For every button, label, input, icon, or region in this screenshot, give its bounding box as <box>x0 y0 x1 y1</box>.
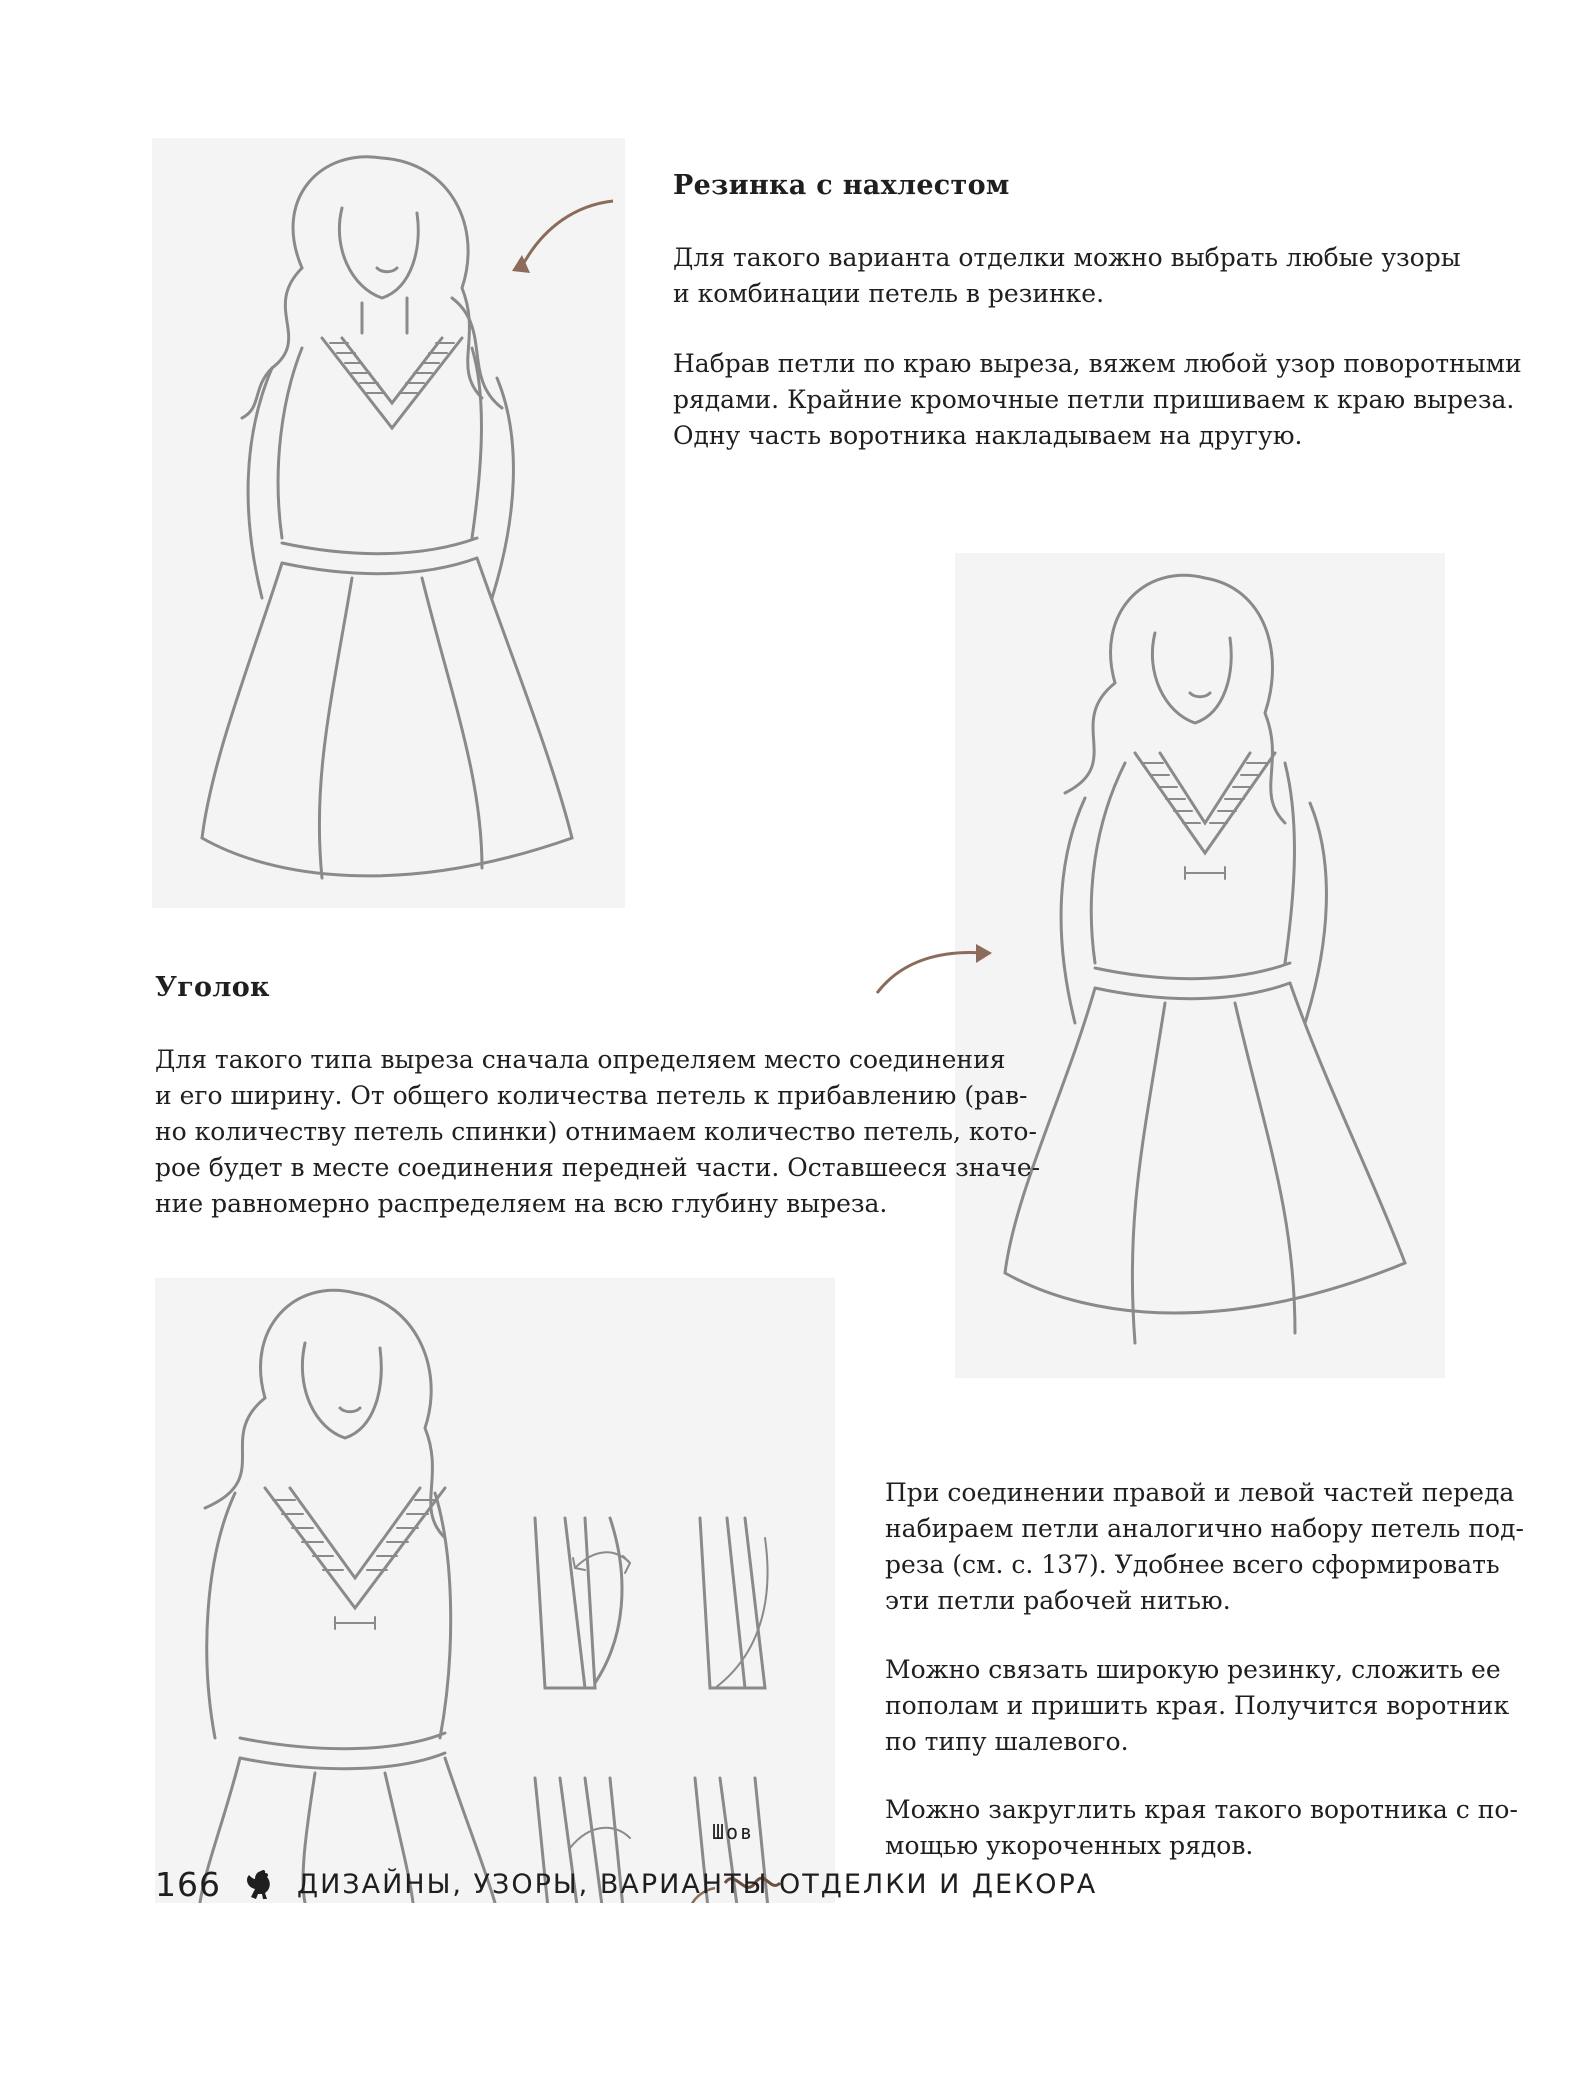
paragraph-corner-1 <box>155 1042 1040 1222</box>
pointer-arrow-2 <box>872 935 997 1000</box>
running-title: ДИЗАЙНЫ, УЗОРЫ, ВАРИАНТЫ ОТДЕЛКИ И ДЕКОРА <box>297 1869 1098 1900</box>
hen-icon <box>241 1867 277 1903</box>
text-line: рядами. Крайние кромочные петли пришиваем к краю выреза. <box>673 385 1515 414</box>
text-line: Для такого варианта отделки можно выбрать любые узоры <box>673 243 1461 272</box>
text-line: мощью укороченных рядов. <box>885 1831 1254 1860</box>
paragraph-joining-3 <box>885 1792 1518 1864</box>
text-line: ние равномерно распределяем на всю глубину выреза. <box>155 1189 888 1218</box>
page-number: 166 <box>155 1865 221 1904</box>
paragraph-joining-2 <box>885 1652 1509 1760</box>
text-line: Набрав петли по краю выреза, вяжем любой узор поворотными <box>673 349 1522 378</box>
illustration-joining-diagram <box>155 1278 835 1903</box>
paragraph-joining-1 <box>885 1475 1524 1619</box>
text-line: пополам и пришить края. Получится воротник <box>885 1691 1510 1720</box>
seam-caption: Шов <box>712 1820 755 1844</box>
text-line: рое будет в месте соединения передней части. Оставшееся значе- <box>155 1153 1041 1182</box>
pointer-arrow-1 <box>508 195 618 280</box>
heading-overlap-rib: Резинка с нахлестом <box>673 170 1010 201</box>
text-line: При соединении правой и левой частей переда <box>885 1478 1515 1507</box>
text-line: но количеству петель спинки) отнимаем количество петель, кото- <box>155 1117 1037 1146</box>
paragraph-overlap-1 <box>673 240 1461 312</box>
text-line: и его ширину. От общего количества петель к прибавлению (рав- <box>155 1081 1028 1110</box>
text-line: Можно связать широкую резинку, сложить ее <box>885 1655 1501 1684</box>
text-line: и комбинации петель в резинке. <box>673 279 1105 308</box>
heading-corner: Уголок <box>155 972 270 1003</box>
dress-sketch-3 <box>155 1278 835 1903</box>
text-line: реза (см. с. 137). Удобнее всего сформировать <box>885 1550 1500 1579</box>
text-line: Для такого типа выреза сначала определяем место соединения <box>155 1045 1006 1074</box>
text-line: эти петли рабочей нитью. <box>885 1586 1231 1615</box>
page-footer <box>155 1865 1097 1904</box>
dress-sketch-2 <box>955 553 1445 1378</box>
paragraph-overlap-2 <box>673 346 1522 454</box>
text-line: по типу шалевого. <box>885 1727 1129 1756</box>
text-line: Одну часть воротника накладываем на другую. <box>673 421 1303 450</box>
illustration-corner-collar <box>955 553 1445 1378</box>
text-line: Можно закруглить края такого воротника с по- <box>885 1795 1518 1824</box>
text-line: набираем петли аналогично набору петель под- <box>885 1514 1524 1543</box>
